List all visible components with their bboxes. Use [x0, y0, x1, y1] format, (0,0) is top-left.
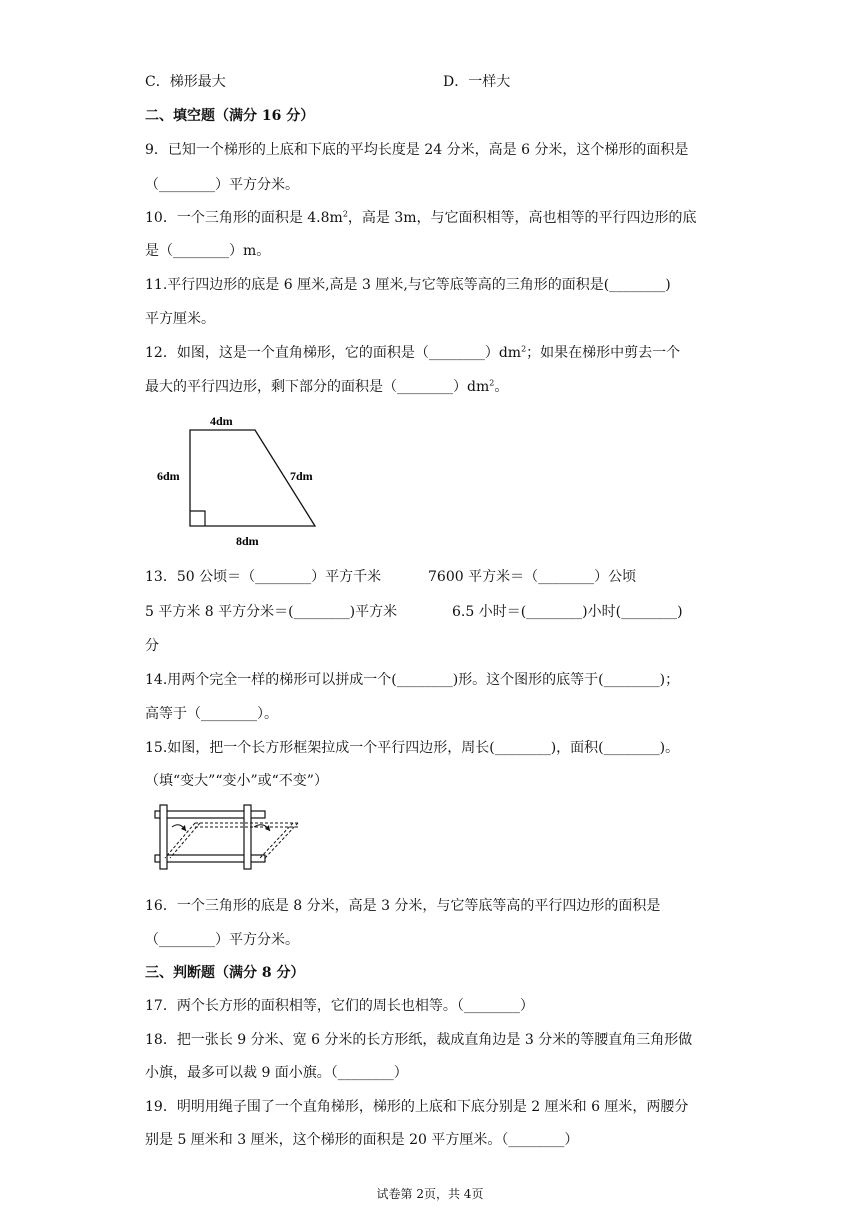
q14-line2: 高等于（________）。 — [145, 706, 278, 722]
q13-line2b: 6.5 小时＝(________)小时(________) — [452, 604, 683, 620]
q16-line1: 16．一个三角形的底是 8 分米，高是 3 分米，与它等底等高的平行四边形的面积是 — [145, 898, 661, 914]
right-trapezoid-figure — [150, 408, 340, 553]
q19-line1: 19．明明用绳子围了一个直角梯形，梯形的上底和下底分别是 2 厘米和 6 厘米，两腰分 — [145, 1099, 689, 1115]
q15-line2: （填“变大”“变小”或“不变”） — [145, 773, 328, 789]
section-fill-heading: 二、填空题（满分 16 分） — [145, 108, 315, 124]
q12-line1 — [145, 343, 680, 363]
q12-text-a: 12．如图，这是一个直角梯形，它的面积是（________）dm — [145, 345, 522, 361]
q10-text-a: 10．一个三角形的面积是 4.8m — [145, 210, 343, 226]
label-bottom: 8dm — [236, 534, 259, 548]
dashed-right — [265, 823, 298, 858]
frame-figure — [150, 803, 310, 875]
q10-sup: 2 — [342, 209, 348, 219]
q9-line1: 9．已知一个梯形的上底和下底的平均长度是 24 分米，高是 6 分米，这个梯形的面积是 — [145, 142, 689, 158]
q13-line1b: 7600 平方米＝（________）公顷 — [428, 569, 637, 585]
q12-line2 — [145, 377, 508, 397]
option-c: C．梯形最大 — [145, 74, 226, 90]
q11-line1: 11.平行四边形的底是 6 厘米,高是 3 厘米,与它等底等高的三角形的面积是(________) — [145, 277, 671, 293]
q12-text-d: 。 — [494, 379, 509, 395]
page-footer: 试卷第 2页，共 4页 — [376, 1187, 484, 1201]
q19-line2: 别是 5 厘米和 3 厘米，这个梯形的面积是 20 平方厘米。（________） — [145, 1132, 579, 1148]
q18-line2: 小旗，最多可以裁 9 面小旗。（________） — [145, 1065, 408, 1081]
q10-text-b: ，高是 3m，与它面积相等，高也相等的平行四边形的底 — [347, 210, 697, 226]
option-d: D．一样大 — [443, 74, 511, 90]
q14-line1: 14.用两个完全一样的梯形可以拼成一个(________)形。这个图形的底等于(________)； — [145, 672, 680, 688]
q13-line2a: 5 平方米 8 平方分米＝(________)平方米 — [145, 604, 398, 620]
label-slant: 7dm — [290, 469, 313, 483]
q12-text-c: 最大的平行四边形，剩下部分的面积是（________）dm — [145, 379, 490, 395]
q11-line2: 平方厘米。 — [145, 311, 215, 327]
q9-line2: （________）平方分米。 — [145, 177, 299, 193]
q12-sup1: 2 — [521, 344, 527, 354]
dashed-left — [165, 823, 195, 858]
q13-line1a: 13．50 公顷＝（________）平方千米 — [145, 569, 382, 585]
right-angle-mark — [190, 511, 205, 526]
q16-line2: （________）平方分米。 — [145, 932, 299, 948]
q17-line1: 17．两个长方形的面积相等，它们的周长也相等。（________） — [145, 998, 534, 1014]
section-judge-heading: 三、判断题（满分 8 分） — [145, 965, 305, 981]
frame-left-bar — [160, 805, 167, 869]
frame-right-bar — [244, 805, 251, 869]
q15-line1: 15.如图，把一个长方形框架拉成一个平行四边形，周长(________)，面积(________)。 — [145, 740, 680, 756]
q12-sup2: 2 — [489, 378, 495, 388]
q10-line2: 是（________）m。 — [145, 243, 271, 259]
label-top: 4dm — [210, 414, 233, 428]
q12-text-b: ；如果在梯形中剪去一个 — [526, 345, 681, 361]
q10-line1 — [145, 208, 697, 228]
q18-line1: 18．把一张长 9 分米、宽 6 分米的长方形纸，裁成直角边是 3 分米的等腰直角三角形做 — [145, 1032, 693, 1048]
label-left: 6dm — [157, 469, 180, 483]
q13-line3: 分 — [145, 638, 159, 654]
